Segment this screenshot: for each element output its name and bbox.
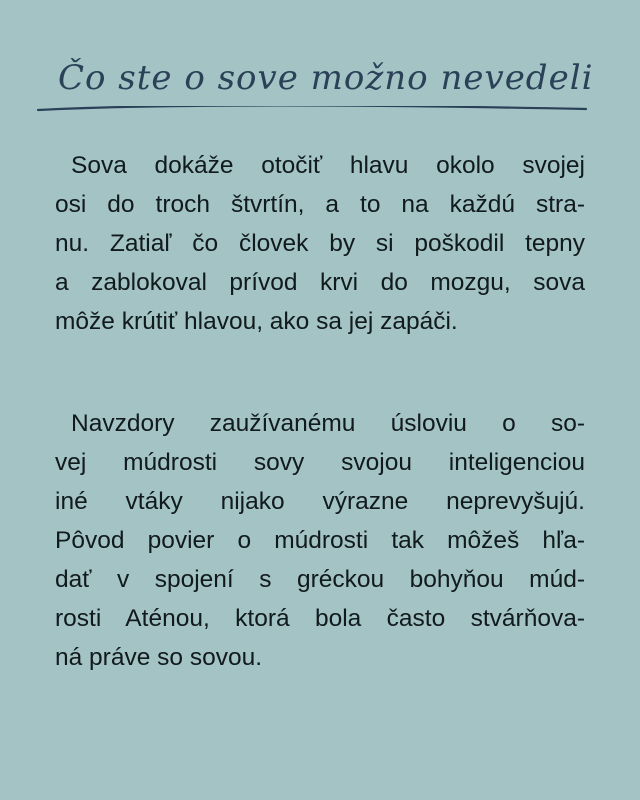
paragraph-line: Pôvod povier o múdrosti tak môžeš hľa- — [55, 527, 585, 554]
heading-underline — [36, 106, 588, 146]
paragraph-line: môže krútiť hlavou, ako sa jej zapáči. — [55, 308, 458, 335]
paragraph-owl-head-rotation — [55, 146, 585, 341]
paragraph-line: Sova dokáže otočiť hlavu okolo svojej — [71, 152, 585, 179]
paragraph-line: rosti Aténou, ktorá bola často stvárňova- — [55, 605, 585, 632]
paragraph-owl-wisdom — [55, 404, 585, 677]
paragraph-line: dať v spojení s gréckou bohyňou múd- — [55, 566, 585, 593]
paragraph-line: vej múdrosti sovy svojou inteligenciou — [55, 449, 585, 476]
paragraph-line: a zablokoval prívod krvi do mozgu, sova — [55, 269, 585, 296]
paragraph-line: osi do troch štvrtín, a to na každú stra- — [55, 191, 585, 218]
page-heading: Čo ste o sove možno nevedeli — [58, 58, 594, 98]
paragraph-line: Navzdory zaužívanému úsloviu o so- — [71, 410, 585, 437]
paragraph-line: iné vtáky nijako výrazne neprevyšujú. — [55, 488, 585, 515]
paragraph-line: nu. Zatiaľ čo človek by si poškodil tepny — [55, 230, 585, 257]
paragraph-line: ná práve so sovou. — [55, 644, 263, 671]
